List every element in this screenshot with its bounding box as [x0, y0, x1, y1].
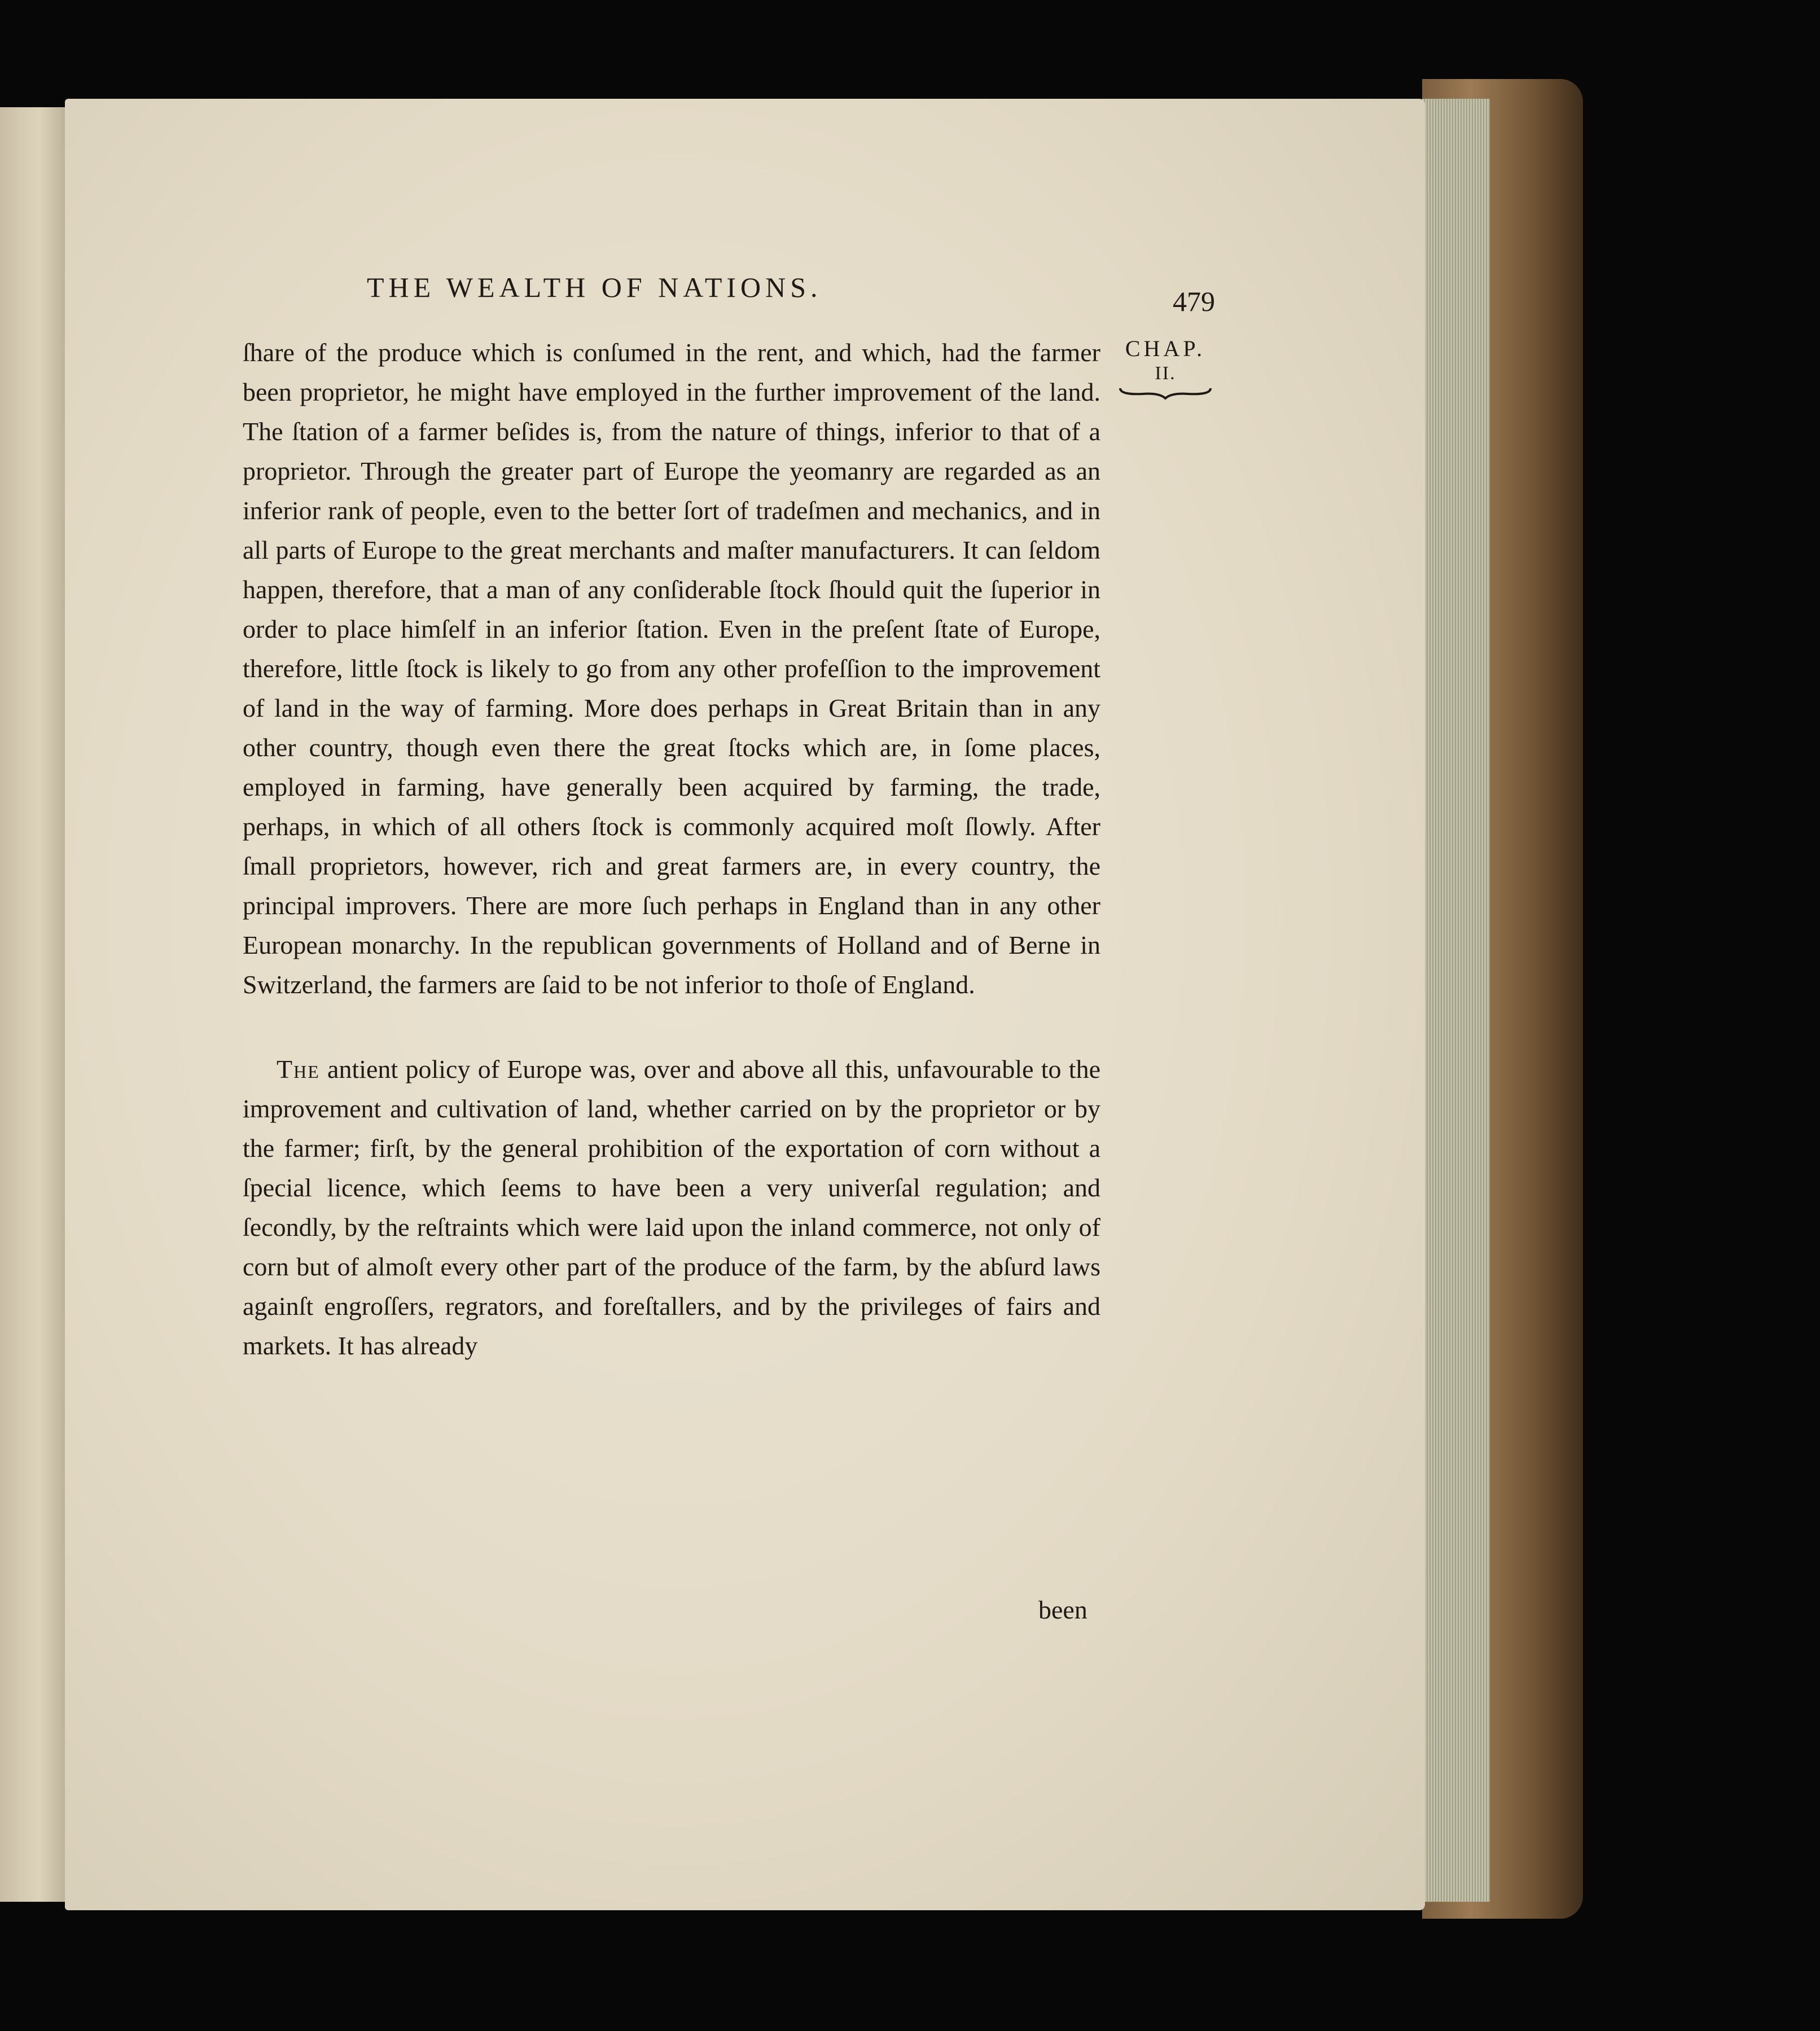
paragraph-2-text: antient policy of Europe was, over and above all this, unfavourable to the improvement and cultivation of land, whether carried on by the proprietor or by the farmer; firſt, by the general prohibition of the exportation of corn without a ſpecial licence, which ſeems to have been a very univerſal regulation; and ſecondly, by the reſtraints which were laid upon the inland commerce, not only of corn but of almoſt every other part of the produce of the farm, by the abſurd laws againſt engroſſers, regrators, and foreſtallers, and by the privileges of fairs and markets. It has already: [243, 1055, 1101, 1360]
body-text: [243, 333, 1100, 1366]
chapter-number: II.: [1155, 363, 1176, 384]
paragraph-1: ſhare of the produce which is conſumed in the rent, and which, had the farmer been proprietor, he might have employed in the further improvement of the land. The ſtation of a farmer beſides is, from the nature of things, inferior to that of a proprietor. Through the greater part of Europe the yeomanry are regarded as an inferior rank of people, even to the better ſort of tradeſmen and mechanics, and in all parts of Europe to the great merchants and maſter manufacturers. It can ſeldom happen, therefore, that a man of any conſiderable ſtock ſhould quit the ſuperior in order to place himſelf in an inferior ſtation. Even in the preſent ſtate of Europe, therefore, little ſtock is likely to go from any other profeſſion to the improvement of land in the way of farming. More does perhaps in Great Britain than in any other country, though even there the great ſtocks which are, in ſome places, employed in farming, have generally been acquired by farming, the trade, perhaps, in which of all others ſtock is commonly acquired moſt ſlowly. After ſmall proprietors, however, rich and great farmers are, in every country, the principal improvers. There are more ſuch perhaps in England than in any other European monarchy. In the republican governments of Holland and of Berne in Switzerland, the farmers are ſaid to be not inferior to thoſe of England.: [243, 338, 1100, 999]
page-number: 479: [1173, 286, 1215, 317]
paragraph-2-lead: The: [277, 1055, 320, 1084]
running-head: THE WEALTH OF NATIONS.: [367, 271, 822, 303]
facing-page-edge: [0, 107, 67, 1902]
page-stack-edges: [1422, 99, 1490, 1902]
paragraph-2: [243, 1050, 1100, 1366]
chapter-side-note: [1109, 336, 1222, 400]
chapter-label: CHAP.: [1125, 336, 1206, 361]
catchword: been: [1038, 1595, 1087, 1624]
